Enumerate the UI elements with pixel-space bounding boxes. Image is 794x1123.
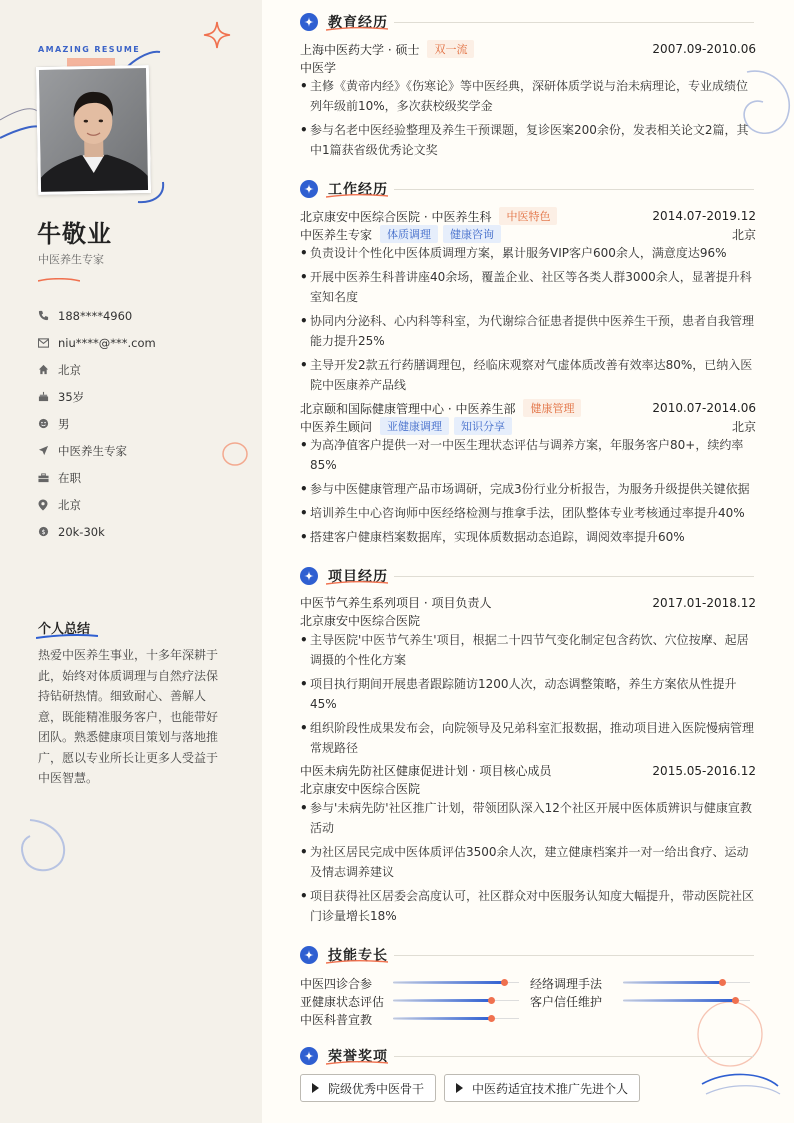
company-tag: 中医特色: [499, 207, 557, 225]
salary-icon: [38, 526, 58, 537]
education-section-header: [300, 12, 388, 32]
job-header: [300, 207, 756, 225]
education-entry-header: [300, 40, 756, 58]
play-triangle-icon: [312, 1083, 319, 1093]
award-text: 中医药适宜技术推广先进个人: [472, 1081, 629, 1096]
ring-decoration: [218, 438, 252, 470]
section-underline: [326, 26, 388, 32]
info-text: 北京: [58, 362, 81, 377]
info-city: [38, 356, 156, 383]
job-city: 北京: [731, 227, 756, 242]
job-role: 中医养生顾问: [300, 419, 373, 434]
section-title-text: 荣誉奖项: [328, 1049, 388, 1065]
phone-icon: [38, 310, 58, 321]
education-major: 中医学: [300, 61, 337, 75]
sparkle-badge-icon: [300, 1047, 318, 1065]
projects-section-header: [300, 566, 388, 586]
section-divider: [394, 22, 754, 23]
job-role: 中医养生专家: [300, 227, 373, 242]
candidate-name: 牛敬业: [37, 220, 112, 248]
skill-level-marker: [719, 979, 726, 986]
job-date: 2010.07-2014.06: [652, 401, 756, 415]
info-age: [38, 383, 156, 410]
job-role-row: [300, 417, 756, 435]
swirl-decoration: [10, 812, 74, 878]
education-date: 2007.09-2010.06: [652, 42, 756, 56]
section-underline: [326, 959, 388, 965]
sparkle-badge-icon: [300, 567, 318, 585]
company-name: 北京颐和国际健康管理中心 · 中医养生部: [300, 401, 516, 416]
send-icon: [38, 445, 58, 456]
info-text: 188****4960: [58, 308, 133, 323]
job-header: [300, 399, 756, 417]
project-bullet: • 项目执行期间开展患者跟踪随访1200人次，动态调整策略，养生方案依从性提升45%: [300, 674, 756, 714]
skill-level-marker: [488, 1015, 495, 1022]
section-underline: [326, 193, 388, 199]
work-section-header: [300, 179, 388, 199]
sparkle-badge-icon: [300, 946, 318, 964]
profile-photo: [36, 65, 151, 195]
education-bullet: • 参与名老中医经验整理及养生干预课题，复诊医案200余份，发表相关论文2篇，其中1篇获省级优秀论文奖: [300, 120, 756, 160]
role-tag: 体质调理: [380, 225, 438, 243]
sparkle-badge-icon: [300, 180, 318, 198]
location-icon: [38, 499, 58, 511]
section-title: [328, 945, 388, 965]
role-tag: 知识分享: [454, 417, 512, 435]
briefcase-icon: [38, 473, 58, 483]
candidate-title: 中医养生专家: [38, 253, 104, 266]
job-bullet: • 搭建客户健康档案数据库，实现体质数据动态追踪，调阅效率提升60%: [300, 527, 756, 547]
job-city: 北京: [731, 419, 756, 434]
awards-section-header: [300, 1046, 388, 1066]
project-name: 中医未病先防社区健康促进计划 · 项目核心成员: [300, 764, 552, 778]
summary-title: 个人总结: [38, 622, 91, 637]
skills-section-header: [300, 945, 388, 965]
skill-label: 客户信任维护: [530, 995, 603, 1009]
award-item: [300, 1074, 436, 1102]
info-email: [38, 329, 156, 356]
gender-icon: [38, 418, 58, 429]
brand-text: AMAZING RESUME: [38, 45, 141, 54]
info-position: [38, 437, 156, 464]
job-role-row: [300, 225, 756, 243]
education-bullet: • 主修《黄帝内经》《伤寒论》等中医经典，深研体质学说与治未病理论，专业成绩位列年级前10%，多次获校级奖学金: [300, 76, 756, 116]
info-text: 中医养生专家: [58, 443, 127, 458]
section-underline: [326, 1060, 388, 1066]
project-name: 中医节气养生系列项目 · 项目负责人: [300, 596, 492, 610]
info-text: 20k-30k: [58, 524, 105, 539]
section-divider: [394, 576, 754, 577]
award-item: [444, 1074, 640, 1102]
skill-label: 中医科普宣教: [300, 1013, 373, 1027]
summary-text: 热爱中医养生事业，十多年深耕于此，始终对体质调理与自然疗法保持钻研热情。细致耐心、善解人意，既能精准服务客户，也能带好团队。熟悉健康项目策划与落地推广，愿以专业所长让更多人受益于中医智慧。: [38, 648, 219, 785]
role-tag: 健康咨询: [443, 225, 501, 243]
sparkle-icon: [202, 20, 232, 50]
skill-level-bar: [393, 999, 491, 1002]
company-tag: 健康管理: [523, 399, 581, 417]
education-major-row: [300, 59, 756, 76]
section-title-text: 项目经历: [328, 569, 388, 585]
project-header: [300, 762, 756, 779]
project-org: 北京康安中医综合医院: [300, 782, 421, 796]
section-divider: [394, 1056, 754, 1057]
job-bullet: • 开展中医养生科普讲座40余场，覆盖企业、社区等各类人群3000余人，显著提升科室知名度: [300, 267, 756, 307]
company-name: 北京康安中医综合医院 · 中医养生科: [300, 209, 492, 224]
section-title: [328, 566, 388, 586]
info-gender: [38, 410, 156, 437]
award-text: 院级优秀中医骨干: [328, 1081, 425, 1096]
project-org-row: [300, 612, 756, 629]
project-bullet: • 参与'未病先防'社区推广计划，带领团队深入12个社区开展中医体质辨识与健康宣教活动: [300, 798, 756, 838]
job-bullet: • 参与中医健康管理产品市场调研，完成3份行业分析报告，为服务升级提供关键依据: [300, 479, 756, 499]
skill-level-marker: [488, 997, 495, 1004]
project-org-row: [300, 780, 756, 797]
section-title-text: 技能专长: [328, 948, 388, 964]
play-triangle-icon: [456, 1083, 463, 1093]
info-text: 北京: [58, 497, 81, 512]
section-title-text: 教育经历: [328, 15, 388, 31]
cake-icon: [38, 391, 58, 402]
project-bullet: • 为社区居民完成中医体质评估3500余人次，建立健康档案并一对一给出食疗、运动及情志调养建议: [300, 842, 756, 882]
school-tag: 双一流: [427, 40, 474, 58]
skill-label: 经络调理手法: [530, 977, 603, 991]
project-bullet: • 项目获得社区居委会高度认可，社区群众对中医服务认知度大幅提升，带动医院社区门诊量增长18%: [300, 886, 756, 926]
info-phone: [38, 302, 156, 329]
skill-level-bar: [623, 981, 722, 984]
svg-text:$: $: [41, 527, 46, 536]
project-bullet: • 组织阶段性成果发布会，向院领导及兄弟科室汇报数据，推动项目进入医院慢病管理常规路径: [300, 718, 756, 758]
info-salary: [38, 518, 156, 545]
info-status: [38, 464, 156, 491]
school-name: 上海中医药大学 · 硕士: [300, 42, 420, 57]
skill-label: 中医四诊合参: [300, 977, 373, 991]
section-divider: [394, 955, 754, 956]
job-date: 2014.07-2019.12: [652, 209, 756, 223]
section-underline: [326, 580, 388, 586]
summary-underline: [36, 633, 98, 639]
skill-label: 亚健康状态评估: [300, 995, 385, 1009]
mail-icon: [38, 338, 58, 348]
info-location: [38, 491, 156, 518]
main-content: [262, 0, 794, 1123]
home-icon: [38, 364, 58, 375]
avatar: [39, 68, 148, 192]
project-bullet: • 主导医院'中医节气养生'项目，根据二十四节气变化制定包含药饮、穴位按摩、起居调摄的个性化方案: [300, 630, 756, 670]
corner-decoration: [682, 990, 794, 1120]
job-bullet: • 负责设计个性化中医体质调理方案，累计服务VIP客户600余人，满意度达96%: [300, 243, 756, 263]
section-title: [328, 1046, 388, 1066]
role-tag: 亚健康调理: [380, 417, 449, 435]
skill-level-bar: [393, 1017, 491, 1020]
project-org: 北京康安中医综合医院: [300, 614, 421, 628]
project-date: 2017.01-2018.12: [652, 595, 756, 610]
skill-level-marker: [732, 997, 739, 1004]
job-bullet: • 为高净值客户提供一对一中医生理状态评估与调养方案，年服务客户80+，续约率85%: [300, 435, 756, 475]
info-text: 男: [58, 416, 70, 431]
section-title-text: 工作经历: [328, 182, 388, 198]
info-text: 35岁: [58, 389, 85, 404]
title-underline: [38, 278, 80, 282]
info-text: niu****@***.com: [58, 335, 156, 350]
job-bullet: • 协同内分泌科、心内科等科室，为代谢综合征患者提供中医养生干预，患者自我管理能力提升25%: [300, 311, 756, 351]
skill-level-marker: [501, 979, 508, 986]
info-text: 在职: [58, 470, 81, 485]
section-divider: [394, 189, 754, 190]
skill-level-bar: [393, 981, 504, 984]
sidebar: [0, 0, 262, 1123]
section-title: [328, 179, 388, 199]
contact-info-list: [38, 302, 156, 545]
skill-level-bar: [623, 999, 735, 1002]
section-title: [328, 12, 388, 32]
project-header: [300, 594, 756, 611]
job-bullet: • 主导开发2款五行药膳调理包，经临床观察对气虚体质改善有效率达80%，已纳入医院中医康养产品线: [300, 355, 756, 395]
sparkle-badge-icon: [300, 13, 318, 31]
job-bullet: • 培训养生中心咨询师中医经络检测与推拿手法，团队整体专业考核通过率提升40%: [300, 503, 756, 523]
project-date: 2015.05-2016.12: [652, 763, 756, 778]
